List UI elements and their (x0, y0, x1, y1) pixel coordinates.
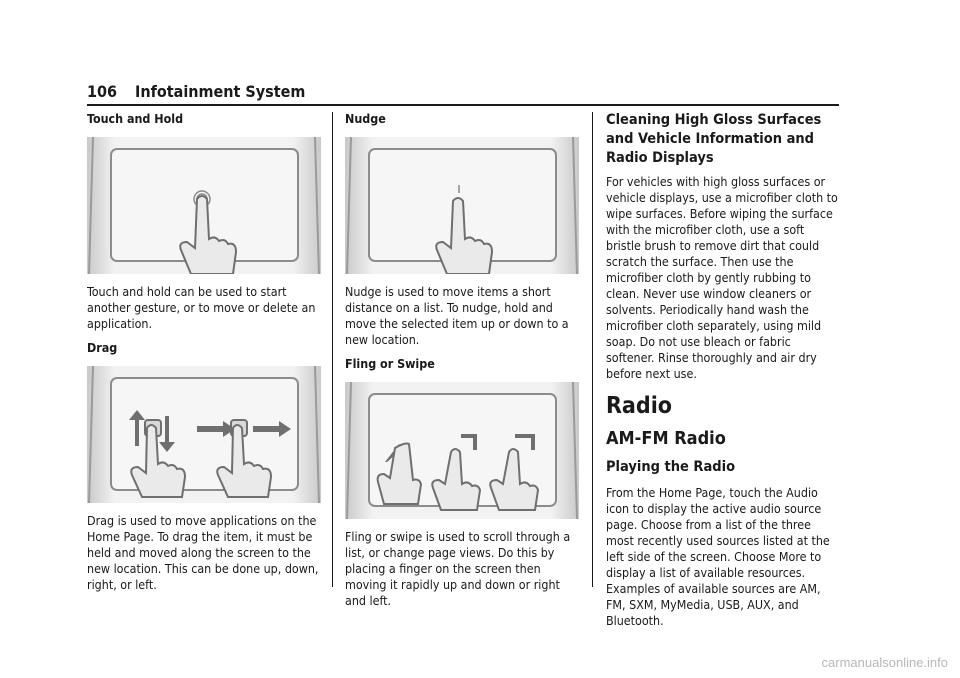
fling-heading: Fling or Swipe (345, 356, 435, 371)
section-title: Infotainment System (135, 82, 306, 101)
column-2 (345, 111, 581, 617)
drag-text: Drag is used to move applications on the Home Page. To drag the item, it must be held and moved along the screen to the new location. This can be done up, down, right, or left. (87, 513, 319, 592)
nudge-figure (345, 137, 579, 274)
column-1 (87, 111, 323, 601)
playing-radio-text: From the Home Page, touch the Audio icon to display the active audio source page. Choose from a list of the three most recently used sources listed at the left side of the screen. Choose More to display a list of available resources. Examples of available sources are AM, FM, SXM, MyMedia, USB, AUX, and Bluetooth. (606, 485, 830, 628)
cleaning-text: For vehicles with high gloss surfaces or vehicle displays, use a microfiber cloth to wipe surfaces. Before wiping the surface with the microfiber cloth, use a soft bristle brush to remove dirt that could scratch the surface. Then use the microfiber cloth by gently rubbing to clean. Never use window cleaners or solvents. Periodically hand wash the microfiber cloth separately, using mild soap. Do not use bleach or fabric softener. Rinse thoroughly and air dry before next use. (606, 174, 838, 381)
column-divider-1 (332, 112, 333, 587)
fling-figure (345, 382, 579, 519)
column-divider-2 (592, 112, 593, 587)
radio-heading: Radio (606, 393, 673, 419)
amfm-radio-heading: AM-FM Radio (606, 428, 726, 449)
drag-figure (87, 366, 321, 503)
page-number: 106 (87, 82, 118, 101)
playing-radio-heading: Playing the Radio (606, 459, 736, 475)
touch-hold-heading: Touch and Hold (87, 111, 184, 126)
fling-text: Fling or swipe is used to scroll through a list, or change page views. Do this by placing a finger on the screen then moving it rapidly up and down or right and left. (345, 529, 571, 608)
cleaning-heading: Cleaning High Gloss Surfaces and Vehicle Information and Radio Displays (606, 112, 822, 166)
watermark: carmanualsonline.info (821, 655, 948, 670)
column-3 (606, 111, 839, 637)
nudge-text: Nudge is used to move items a short distance on a list. To nudge, hold and move the selected item up or down to a new location. (345, 284, 569, 347)
touch-hold-figure (87, 137, 321, 274)
header-rule (87, 104, 839, 106)
nudge-heading: Nudge (345, 111, 386, 126)
drag-heading: Drag (87, 340, 118, 355)
touch-hold-text: Touch and hold can be used to start another gesture, or to move or delete an application. (87, 284, 316, 331)
page-header (87, 82, 839, 106)
